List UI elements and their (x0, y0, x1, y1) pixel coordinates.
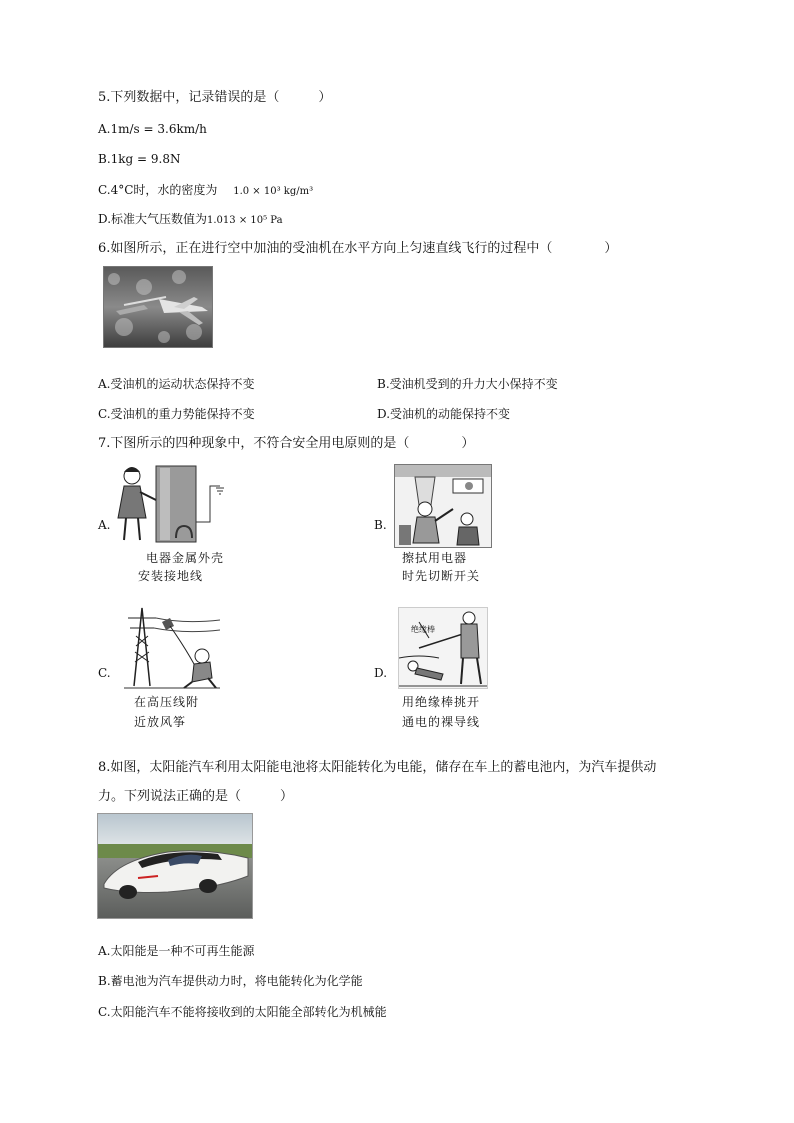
grounding-wire-illustration (110, 462, 230, 546)
q6-option-c: C.受油机的重力势能保持不变 (98, 407, 255, 421)
q7-b-caption-line1: 擦拭用电器 (402, 551, 468, 565)
q7-a-caption-line1: 电器金属外壳 (146, 551, 225, 565)
q7-a-label: A. (98, 518, 111, 532)
q8-stem-line1: 8.如图，太阳能汽车利用太阳能电池将太阳能转化为电能，储存在车上的蓄电池内，为汽车提供动 (98, 760, 657, 775)
q7-d-label: D. (374, 666, 388, 680)
q6-option-d: D.受油机的动能保持不变 (377, 407, 511, 421)
q8-option-c: C.太阳能汽车不能将接收到的太阳能全部转化为机械能 (98, 1005, 387, 1019)
q5-option-c-value: 1.0 × 10³ kg/m³ (233, 186, 314, 197)
q6-option-b: B.受油机受到的升力大小保持不变 (377, 377, 558, 391)
q7-c-caption-line2: 近放风筝 (134, 715, 187, 729)
q5-option-d-text: D.标准大气压数值为 (98, 212, 208, 226)
cleaning-appliance-illustration (394, 464, 492, 548)
q7-stem: 7.下图所示的四种现象中，不符合安全用电原则的是（ ） (98, 436, 475, 451)
solar-car-image (97, 813, 253, 919)
q5-stem: 5.下列数据中，记录错误的是（ ） (98, 90, 332, 105)
q7-b-label: B. (374, 518, 387, 532)
rod-label: 绝缘棒 (411, 625, 435, 634)
q7-d-caption-line2: 通电的裸导线 (402, 715, 481, 729)
refueling-plane-image (103, 266, 213, 348)
q7-d-caption-line1: 用绝缘棒挑开 (402, 695, 481, 709)
q8-stem-line2: 力。下列说法正确的是（ ） (98, 789, 294, 804)
kite-near-powerline-illustration (124, 606, 220, 690)
q8-option-a: A.太阳能是一种不可再生能源 (98, 944, 255, 958)
q6-stem: 6.如图所示，正在进行空中加油的受油机在水平方向上匀速直线飞行的过程中（ ） (98, 241, 618, 256)
q5-option-b: B.1kg = 9.8N (98, 152, 181, 166)
q7-b-caption-line2: 时先切断开关 (402, 569, 481, 583)
q7-c-caption-line1: 在高压线附 (134, 695, 200, 709)
q7-a-caption-line2: 安装接地线 (138, 569, 204, 583)
insulating-rod-illustration (398, 607, 488, 689)
q5-option-d (98, 211, 283, 229)
q5-option-c (98, 182, 313, 200)
q7-c-label: C. (98, 666, 111, 680)
q5-option-d-value: 1.013 × 10⁵ Pa (207, 215, 283, 226)
q6-option-a: A.受油机的运动状态保持不变 (98, 377, 255, 391)
q5-option-c-text: C.4°C时，水的密度为 (98, 183, 218, 197)
q8-option-b: B.蓄电池为汽车提供动力时，将电能转化为化学能 (98, 974, 363, 988)
q5-option-a: A.1m/s = 3.6km/h (98, 122, 207, 136)
